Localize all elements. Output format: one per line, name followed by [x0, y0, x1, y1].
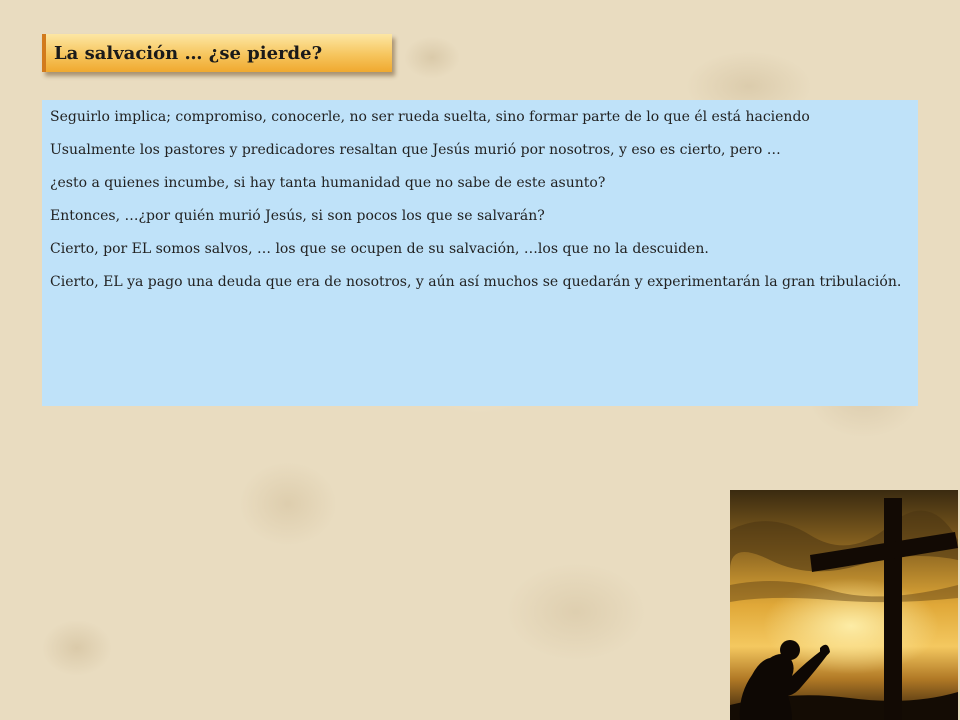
paragraph-6: Cierto, EL ya pago una deuda que era de nosotros, y aún así muchos se quedarán y experimentarán la gran tribulación.: [50, 274, 902, 290]
cross-silhouette-image: [730, 490, 958, 720]
paragraph-1: Seguirlo implica; compromiso, conocerle, no ser rueda suelta, sino formar parte de lo que él está haciendo: [50, 109, 810, 125]
content-box: [42, 100, 918, 406]
paragraph-2: Usualmente los pastores y predicadores resaltan que Jesús murió por nosotros, y eso es cierto, pero …: [50, 142, 781, 158]
cross-silhouette-icon: [730, 490, 958, 720]
slide-title: La salvación … ¿se pierde?: [54, 42, 323, 64]
paragraph-5: Cierto, por EL somos salvos, … los que se ocupen de su salvación, …los que no la descuiden.: [50, 241, 709, 257]
paragraph-4: Entonces, …¿por quién murió Jesús, si son pocos los que se salvarán?: [50, 208, 545, 224]
slide-title-box: [42, 34, 392, 72]
paragraph-3: ¿esto a quienes incumbe, si hay tanta humanidad que no sabe de este asunto?: [50, 175, 606, 191]
